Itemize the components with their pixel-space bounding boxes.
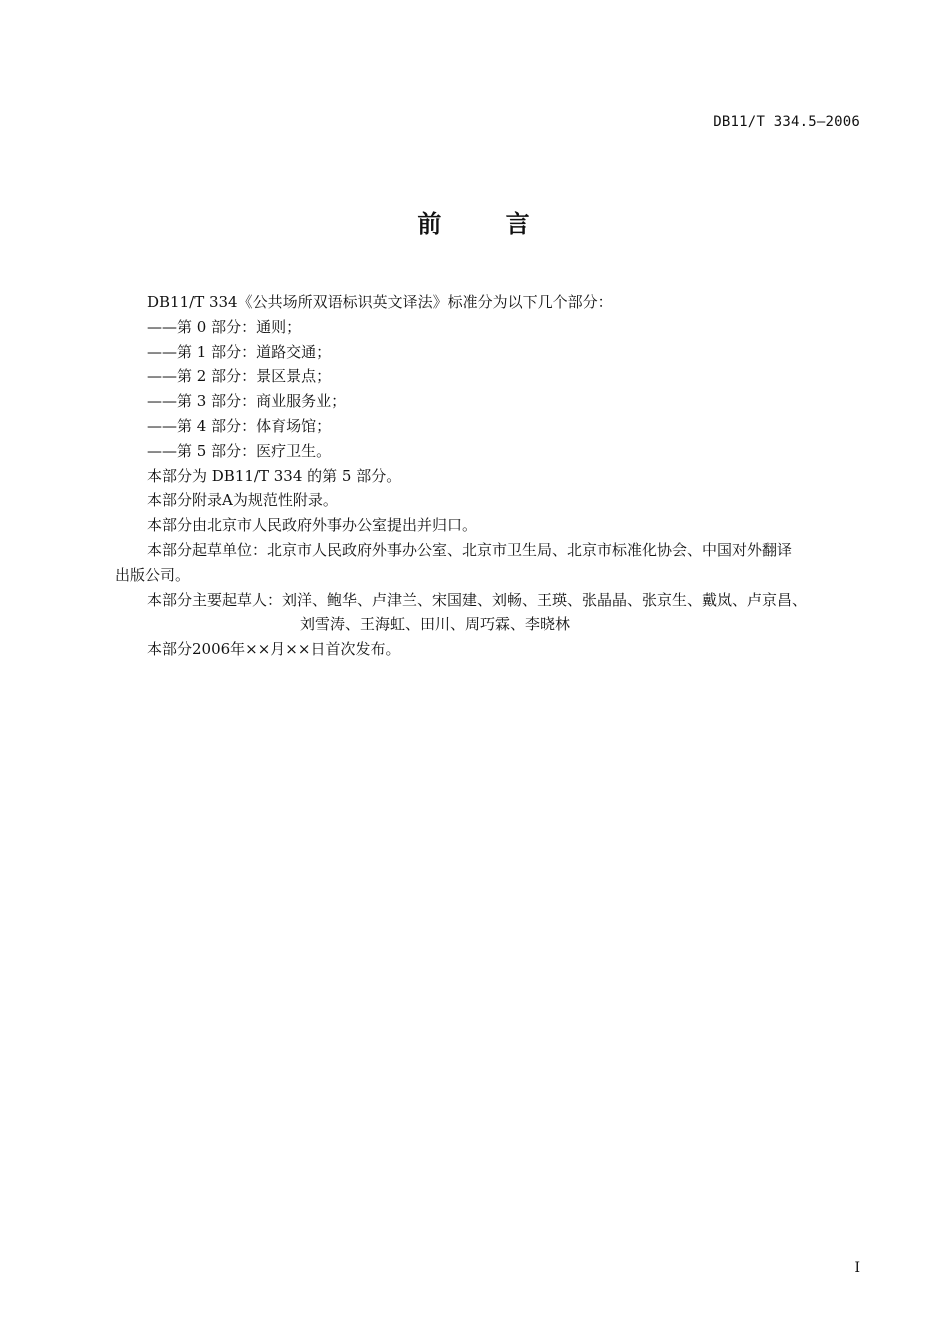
part-of-statement: 本部分为 DB11/T 334 的第 5 部分。 [147,466,402,485]
part-item-3: ——第 3 部分：商业服务业； [147,392,347,411]
drafters-line1: 本部分主要起草人：刘洋、鲍华、卢津兰、宋国建、刘畅、王瑛、张晶晶、张京生、戴岚、卢京昌、 [147,590,808,609]
foreword-body [115,290,865,662]
part-item-5: ——第 5 部分：医疗卫生。 [147,441,332,460]
drafters-line2: 刘雪涛、王海虹、田川、周巧霖、李晓林 [300,615,571,634]
part-item-1: ——第 1 部分：道路交通； [147,342,332,361]
release-statement: 本部分2006年××月××日首次发布。 [147,640,401,659]
part-item-4: ——第 4 部分：体育场馆； [147,416,332,435]
part-item-2: ——第 2 部分：景区景点； [147,367,332,386]
document-code: DB11/T 334.5—2006 [713,114,860,130]
proposed-by-statement: 本部分由北京市人民政府外事办公室提出并归口。 [147,516,478,535]
intro-paragraph: DB11/T 334《公共场所双语标识英文译法》标准分为以下几个部分： [147,293,613,311]
page-number: I [854,1260,860,1276]
drafting-units-line1: 本部分起草单位：北京市人民政府外事办公室、北京市卫生局、北京市标准化协会、中国对外翻译 [147,540,793,559]
annex-statement: 本部分附录A为规范性附录。 [147,491,338,510]
part-item-0: ——第 0 部分：通则； [147,317,302,336]
page-title: 前 言 [417,210,558,238]
drafting-units-line2: 出版公司。 [115,565,191,584]
